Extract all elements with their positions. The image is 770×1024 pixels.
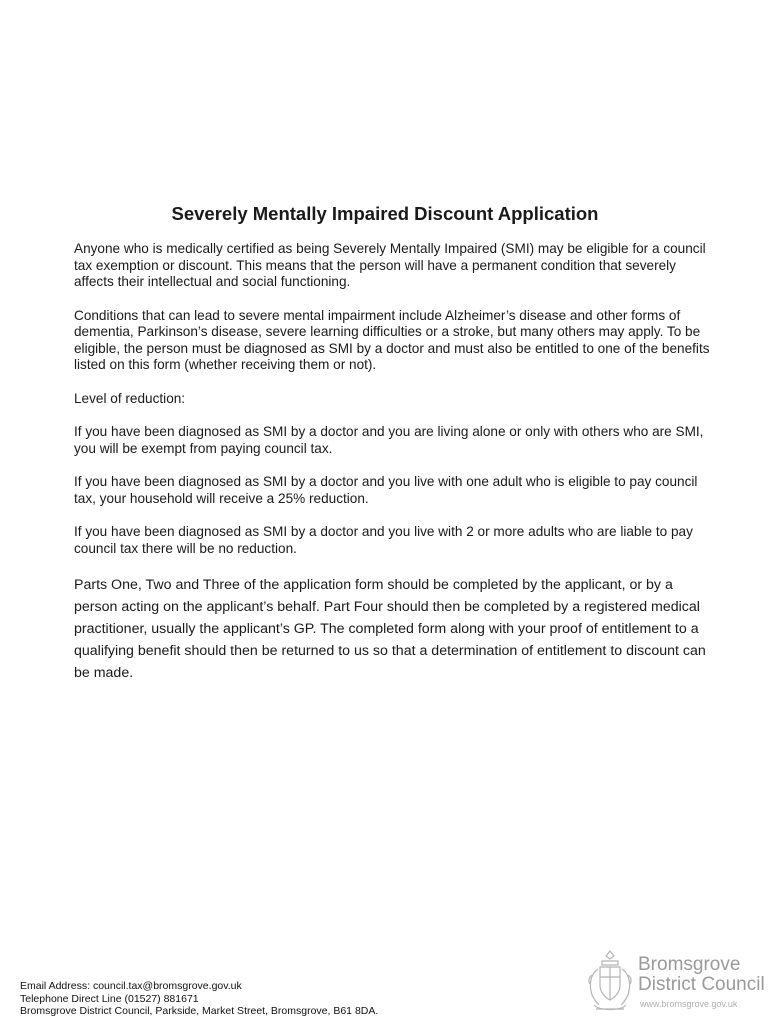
intro-paragraph: Anyone who is medically certified as being Severely Mentally Impaired (SMI) may be eligible for a council tax exemption or discount. This means that the person will have a permanent condition that severely affects their intellectual and social functioning. — [74, 241, 706, 289]
no-reduction-paragraph: If you have been diagnosed as SMI by a doctor and you live with 2 or more adults who are liable to pay council tax there will be no reduction. — [74, 524, 693, 556]
footer-email: Email Address: council.tax@bromsgrove.gov.uk — [20, 980, 242, 992]
logo-name-line2: District Council — [638, 974, 765, 995]
footer-address: Bromsgrove District Council, Parkside, Market Street, Bromsgrove, B61 8DA. — [20, 1005, 379, 1017]
exempt-paragraph: If you have been diagnosed as SMI by a doctor and you are living alone or only with others who are SMI, you will be exempt from paying council tax. — [74, 424, 704, 456]
conditions-paragraph: Conditions that can lead to severe mental impairment include Alzheimer’s disease and other forms of dementia, Parkinson’s disease, severe learning difficulties or a stroke, but many others may apply. To be eligible, the person must be diagnosed as SMI by a doctor and must also be entitled to one of the benefits listed on this form (whether receiving them or not). — [74, 307, 710, 372]
council-logo — [584, 945, 765, 1021]
footer-contact — [20, 980, 378, 1018]
page-title: Severely Mentally Impaired Discount Application — [171, 203, 599, 224]
document-body — [74, 241, 714, 701]
footer-phone: Telephone Direct Line (01527) 881671 — [20, 992, 199, 1005]
instructions-paragraph: Parts One, Two and Three of the application form should be completed by the applicant, or by a person acting on the applicant’s behalf. Part Four should then be completed by a registered medical practitioner, usually the applicant’s GP. The completed form along with your proof of entitlement to a qualifying benefit should then be returned to us so that a determination of entitlement to discount can be made. — [74, 577, 706, 681]
logo-website: www.bromsgrove.gov.uk — [640, 999, 738, 1009]
quarter-reduction-paragraph: If you have been diagnosed as SMI by a doctor and you live with one adult who is eligible to pay council tax, your household will receive a 25% reduction. — [74, 474, 698, 506]
council-crest-icon — [584, 945, 636, 1021]
logo-name-line1: Bromsgrove — [638, 954, 741, 975]
reduction-heading: Level of reduction: — [74, 390, 186, 406]
